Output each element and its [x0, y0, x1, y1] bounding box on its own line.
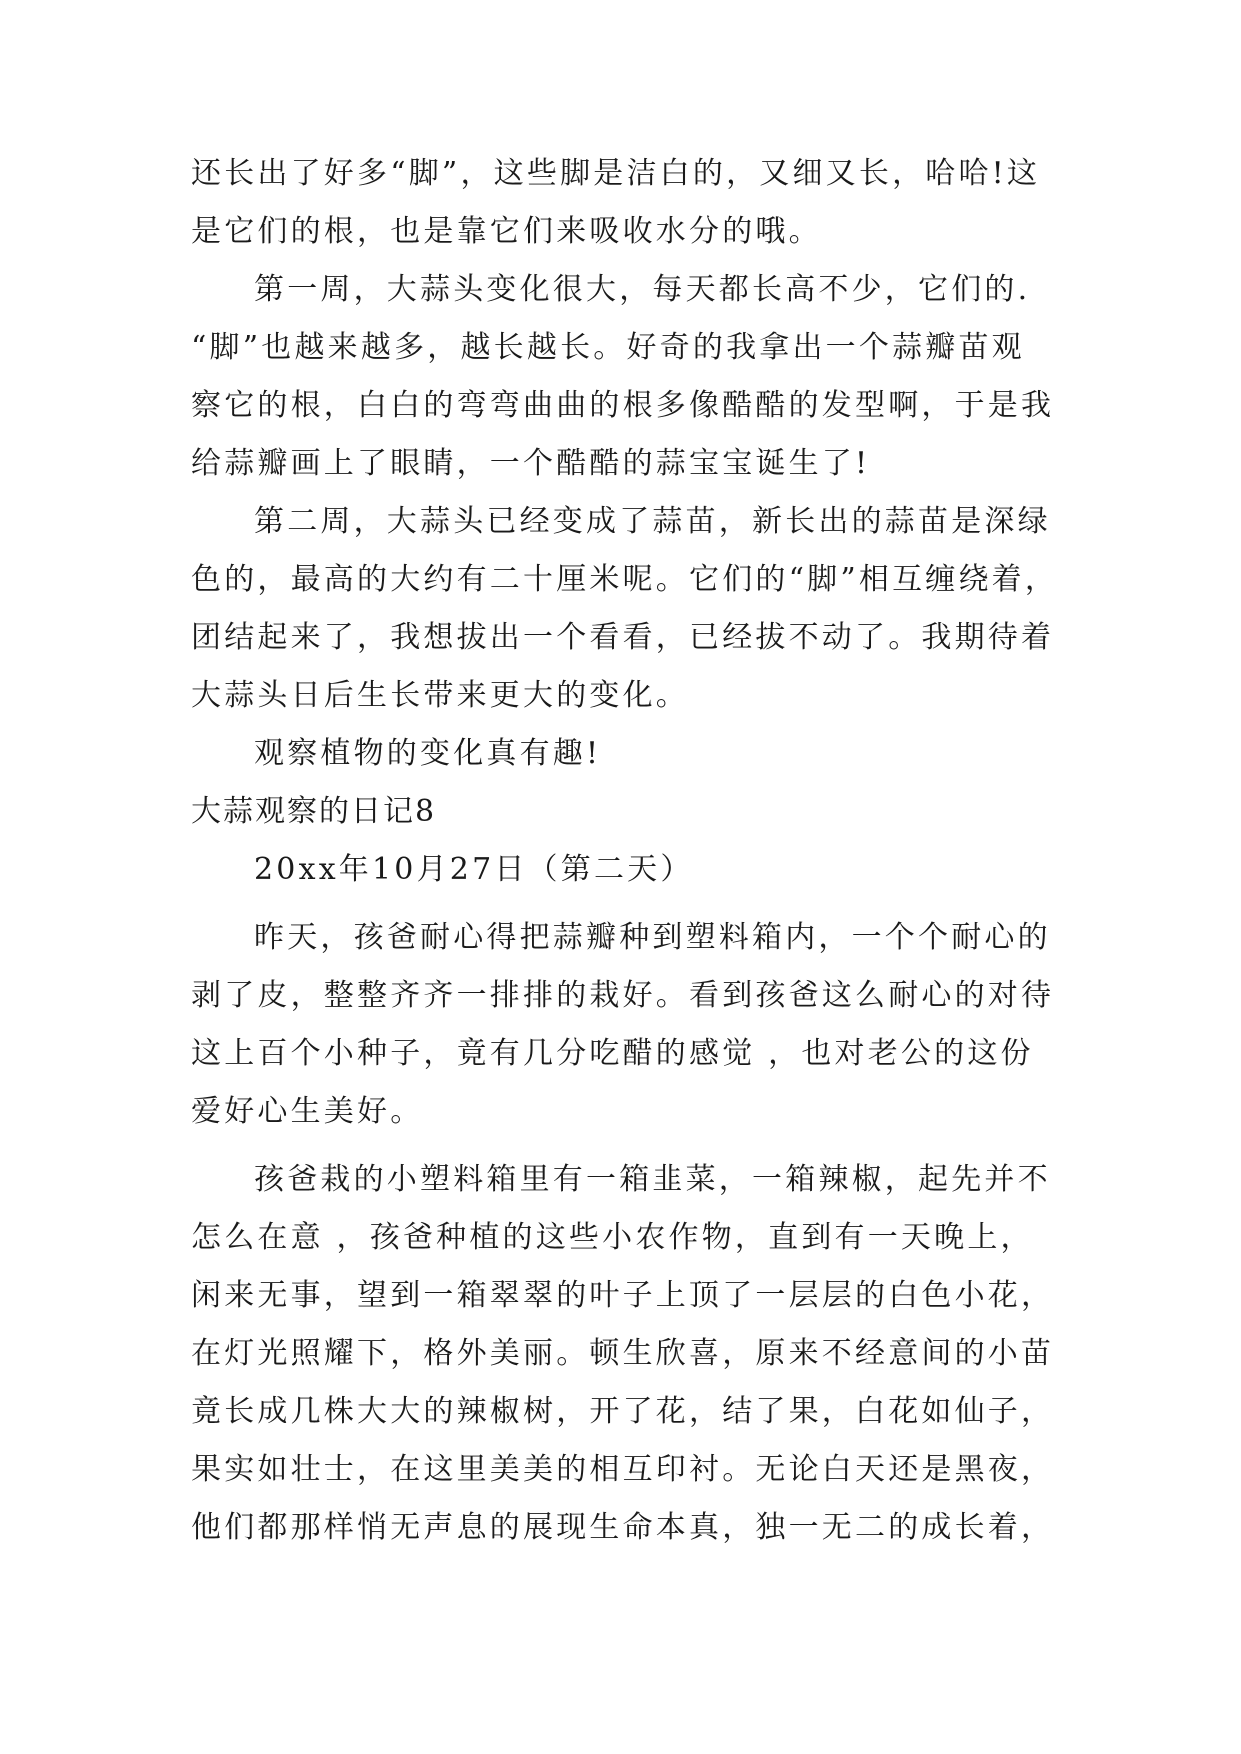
- paragraph-line: 大蒜头日后生长带来更大的变化。: [191, 678, 689, 713]
- paragraph-line: 给蒜瓣画上了眼睛，一个酷酷的蒜宝宝诞生了!: [191, 446, 871, 481]
- paragraph-line: 团结起来了，我想拔出一个看看，已经拔不动了。我期待着: [191, 620, 1055, 655]
- paragraph-line: 还长出了好多“脚”，这些脚是洁白的，又细又长，哈哈!这: [191, 156, 1041, 191]
- paragraph-line: 竟长成几株大大的辣椒树，开了花，结了果，白花如仙子，: [191, 1394, 1055, 1429]
- paragraph-line: 剥了皮，整整齐齐一排排的栽好。看到孩爸这么耐心的对待: [191, 978, 1055, 1013]
- paragraph-line: 色的，最高的大约有二十厘米呢。它们的“脚”相互缠绕着，: [191, 562, 1059, 597]
- paragraph-line: 第一周，大蒜头变化很大，每天都长高不少，它们的.: [254, 272, 1031, 307]
- paragraph-line: 观察植物的变化真有趣!: [254, 736, 602, 771]
- paragraph-line: 昨天，孩爸耐心得把蒜瓣种到塑料箱内，一个个耐心的: [254, 920, 1051, 955]
- paragraph-line: 在灯光照耀下，格外美丽。顿生欣喜，原来不经意间的小苗: [191, 1336, 1055, 1371]
- paragraph-line: 这上百个小种子，竟有几分吃醋的感觉 ，也对老公的这份: [191, 1036, 1034, 1071]
- paragraph-line: 闲来无事，望到一箱翠翠的叶子上顶了一层层的白色小花，: [191, 1278, 1055, 1313]
- paragraph-line: 果实如壮士，在这里美美的相互印衬。无论白天还是黑夜，: [191, 1452, 1055, 1487]
- section-heading: 大蒜观察的日记8: [191, 794, 437, 829]
- paragraph-line: 他们都那样悄无声息的展现生命本真，独一无二的成长着，: [191, 1510, 1055, 1545]
- paragraph-line: 怎么在意 ，孩爸种植的这些小农作物，直到有一天晚上，: [191, 1220, 1034, 1255]
- paragraph-line: “脚”也越来越多，越长越长。好奇的我拿出一个蒜瓣苗观: [191, 330, 1025, 365]
- paragraph-line: 孩爸栽的小塑料箱里有一箱韭菜，一箱辣椒，起先并不: [254, 1162, 1051, 1197]
- paragraph-line: 是它们的根，也是靠它们来吸收水分的哦。: [191, 214, 822, 249]
- paragraph-line: 察它的根，白白的弯弯曲曲的根多像酷酷的发型啊，于是我: [191, 388, 1055, 423]
- date-line: 20xx年10月27日（第二天）: [254, 852, 694, 887]
- paragraph-line: 第二周，大蒜头已经变成了蒜苗，新长出的蒜苗是深绿: [254, 504, 1051, 539]
- paragraph-line: 爱好心生美好。: [191, 1094, 424, 1129]
